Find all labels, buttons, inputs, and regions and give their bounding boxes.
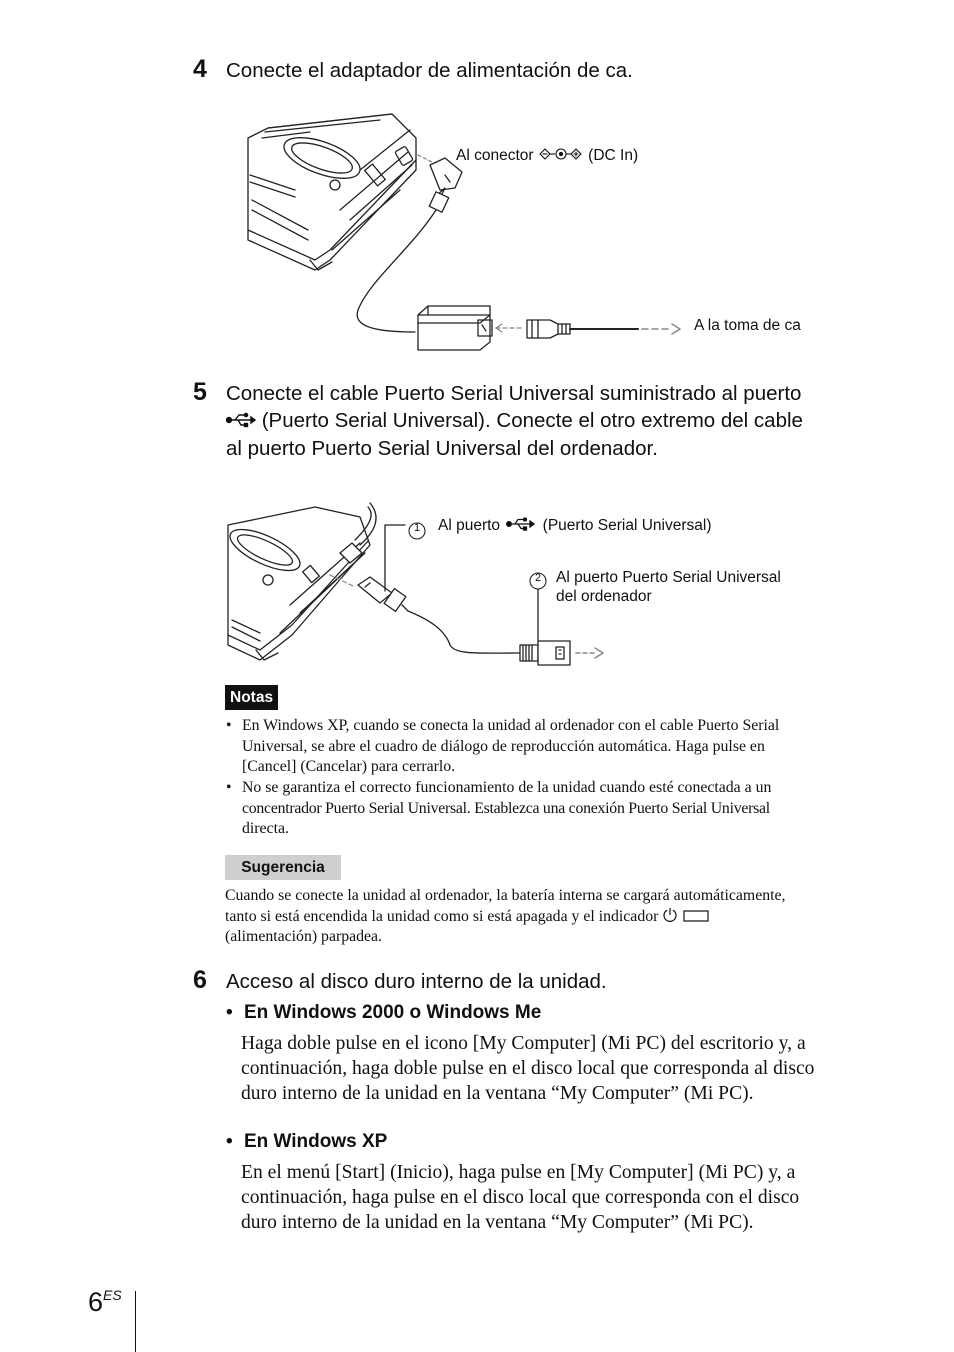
step-6-section-1-body [241, 1031, 881, 1106]
usb-icon [504, 517, 538, 531]
callout-2-line2: del ordenador [556, 588, 652, 605]
callout-2-number: 2 [534, 572, 542, 584]
step-5-line2 [226, 407, 803, 435]
notas-item-2-line1: No se garantiza el correcto funcionamiento de la unidad cuando esté conectada a un [242, 779, 772, 796]
bullet-dot: • [226, 1002, 233, 1023]
notas-item-1-line3: [Cancel] (Cancelar) para cerrarlo. [242, 758, 456, 776]
step-6-section-2-heading-text: En Windows XP [243, 1131, 388, 1152]
step-6-section-1-heading-text: En Windows 2000 o Windows Me [243, 1002, 542, 1023]
label-dc-in-prefix: Al conector [456, 147, 534, 164]
callout-1-number: 1 [413, 522, 421, 534]
bullet-dot: • [226, 717, 232, 734]
step-6-section-2-line1: En el menú [Start] (Inicio), haga pulse en [My Computer] (Mi PC) y, a [241, 1162, 796, 1183]
sugerencia-line1: Cuando se conecte la unidad al ordenador, la batería interna se cargará automáticamente, [225, 887, 786, 904]
notas-item-2-text [242, 778, 771, 840]
power-indicator-icon [662, 907, 712, 923]
notas-item-2-line3: directa. [242, 820, 289, 838]
bullet-dot: • [226, 779, 232, 796]
label-dc-in-suffix: (DC In) [588, 147, 639, 164]
label-ac-outlet: A la toma de ca [694, 317, 801, 334]
sugerencia-line3: (alimentación) parpadea. [225, 928, 383, 946]
usb-icon [226, 412, 256, 428]
step-6-text: Acceso al disco duro interno de la unidad. [226, 970, 607, 993]
footer-divider [135, 1291, 136, 1352]
step-6-number: 6 [193, 966, 207, 994]
sugerencia-line2 [225, 907, 865, 928]
page-number-value: 6 [88, 1287, 104, 1317]
callout-1-suffix: (Puerto Serial Universal) [542, 517, 712, 534]
notas-item-1-line2: Universal, se abre el cuadro de diálogo de reproducción automática. Haga pulse en [242, 737, 765, 755]
step-6-section-2-body [241, 1160, 881, 1235]
dc-polarity-icon [538, 147, 584, 161]
notas-badge: Notas [225, 685, 278, 710]
step-5-number: 5 [193, 378, 207, 406]
step-6-section-1-heading [226, 1002, 541, 1024]
step-6-section-2-line2: continuación, haga pulse en el disco local que corresponda con el disco [241, 1187, 800, 1208]
page-number-suffix: ES [103, 1287, 122, 1303]
step-5-line1: Conecte el cable Puerto Serial Universal suministrado al puerto [226, 382, 802, 405]
callout-1-label [438, 516, 712, 536]
step-4-text: Conecte el adaptador de alimentación de ca. [226, 59, 633, 82]
step-6-section-2-heading [226, 1131, 387, 1153]
sugerencia-line2-text: tanto si está encendida la unidad como si está apagada y el indicador [225, 907, 659, 925]
notas-item-2 [226, 778, 866, 840]
notas-item-1 [226, 716, 866, 778]
bullet-dot: • [226, 1131, 233, 1152]
notas-item-1-line1: En Windows XP, cuando se conecta la unidad al ordenador con el cable Puerto Serial [242, 717, 780, 734]
step-4-number: 4 [193, 55, 207, 83]
sugerencia-text [225, 886, 865, 948]
notas-item-2-line2: concentrador Puerto Serial Universal. Establezca una conexión Puerto Serial Universal [242, 799, 770, 817]
callout-2-line1: Al puerto Puerto Serial Universal [556, 569, 781, 586]
step-5-line3: al puerto Puerto Serial Universal del ordenador. [226, 437, 658, 460]
step-6-section-2-line3: duro interno de la unidad en la ventana “My Computer” (Mi PC). [241, 1212, 754, 1233]
step-6-section-1-line2: continuación, haga doble pulse en el disco local que corresponda al disco [241, 1058, 815, 1079]
notas-item-1-text [242, 716, 779, 778]
sugerencia-badge: Sugerencia [225, 855, 341, 880]
step-6-section-1-line1: Haga doble pulse en el icono [My Computer] (Mi PC) del escritorio y, a [241, 1033, 806, 1054]
step-6-section-1-line3: duro interno de la unidad en la ventana “My Computer” (Mi PC). [241, 1083, 754, 1104]
callout-1-prefix: Al puerto [438, 517, 501, 534]
step-5-line2-text: (Puerto Serial Universal). Conecte el otro extremo del cable [261, 409, 803, 432]
page-number [88, 1287, 122, 1318]
label-dc-in [456, 146, 638, 166]
